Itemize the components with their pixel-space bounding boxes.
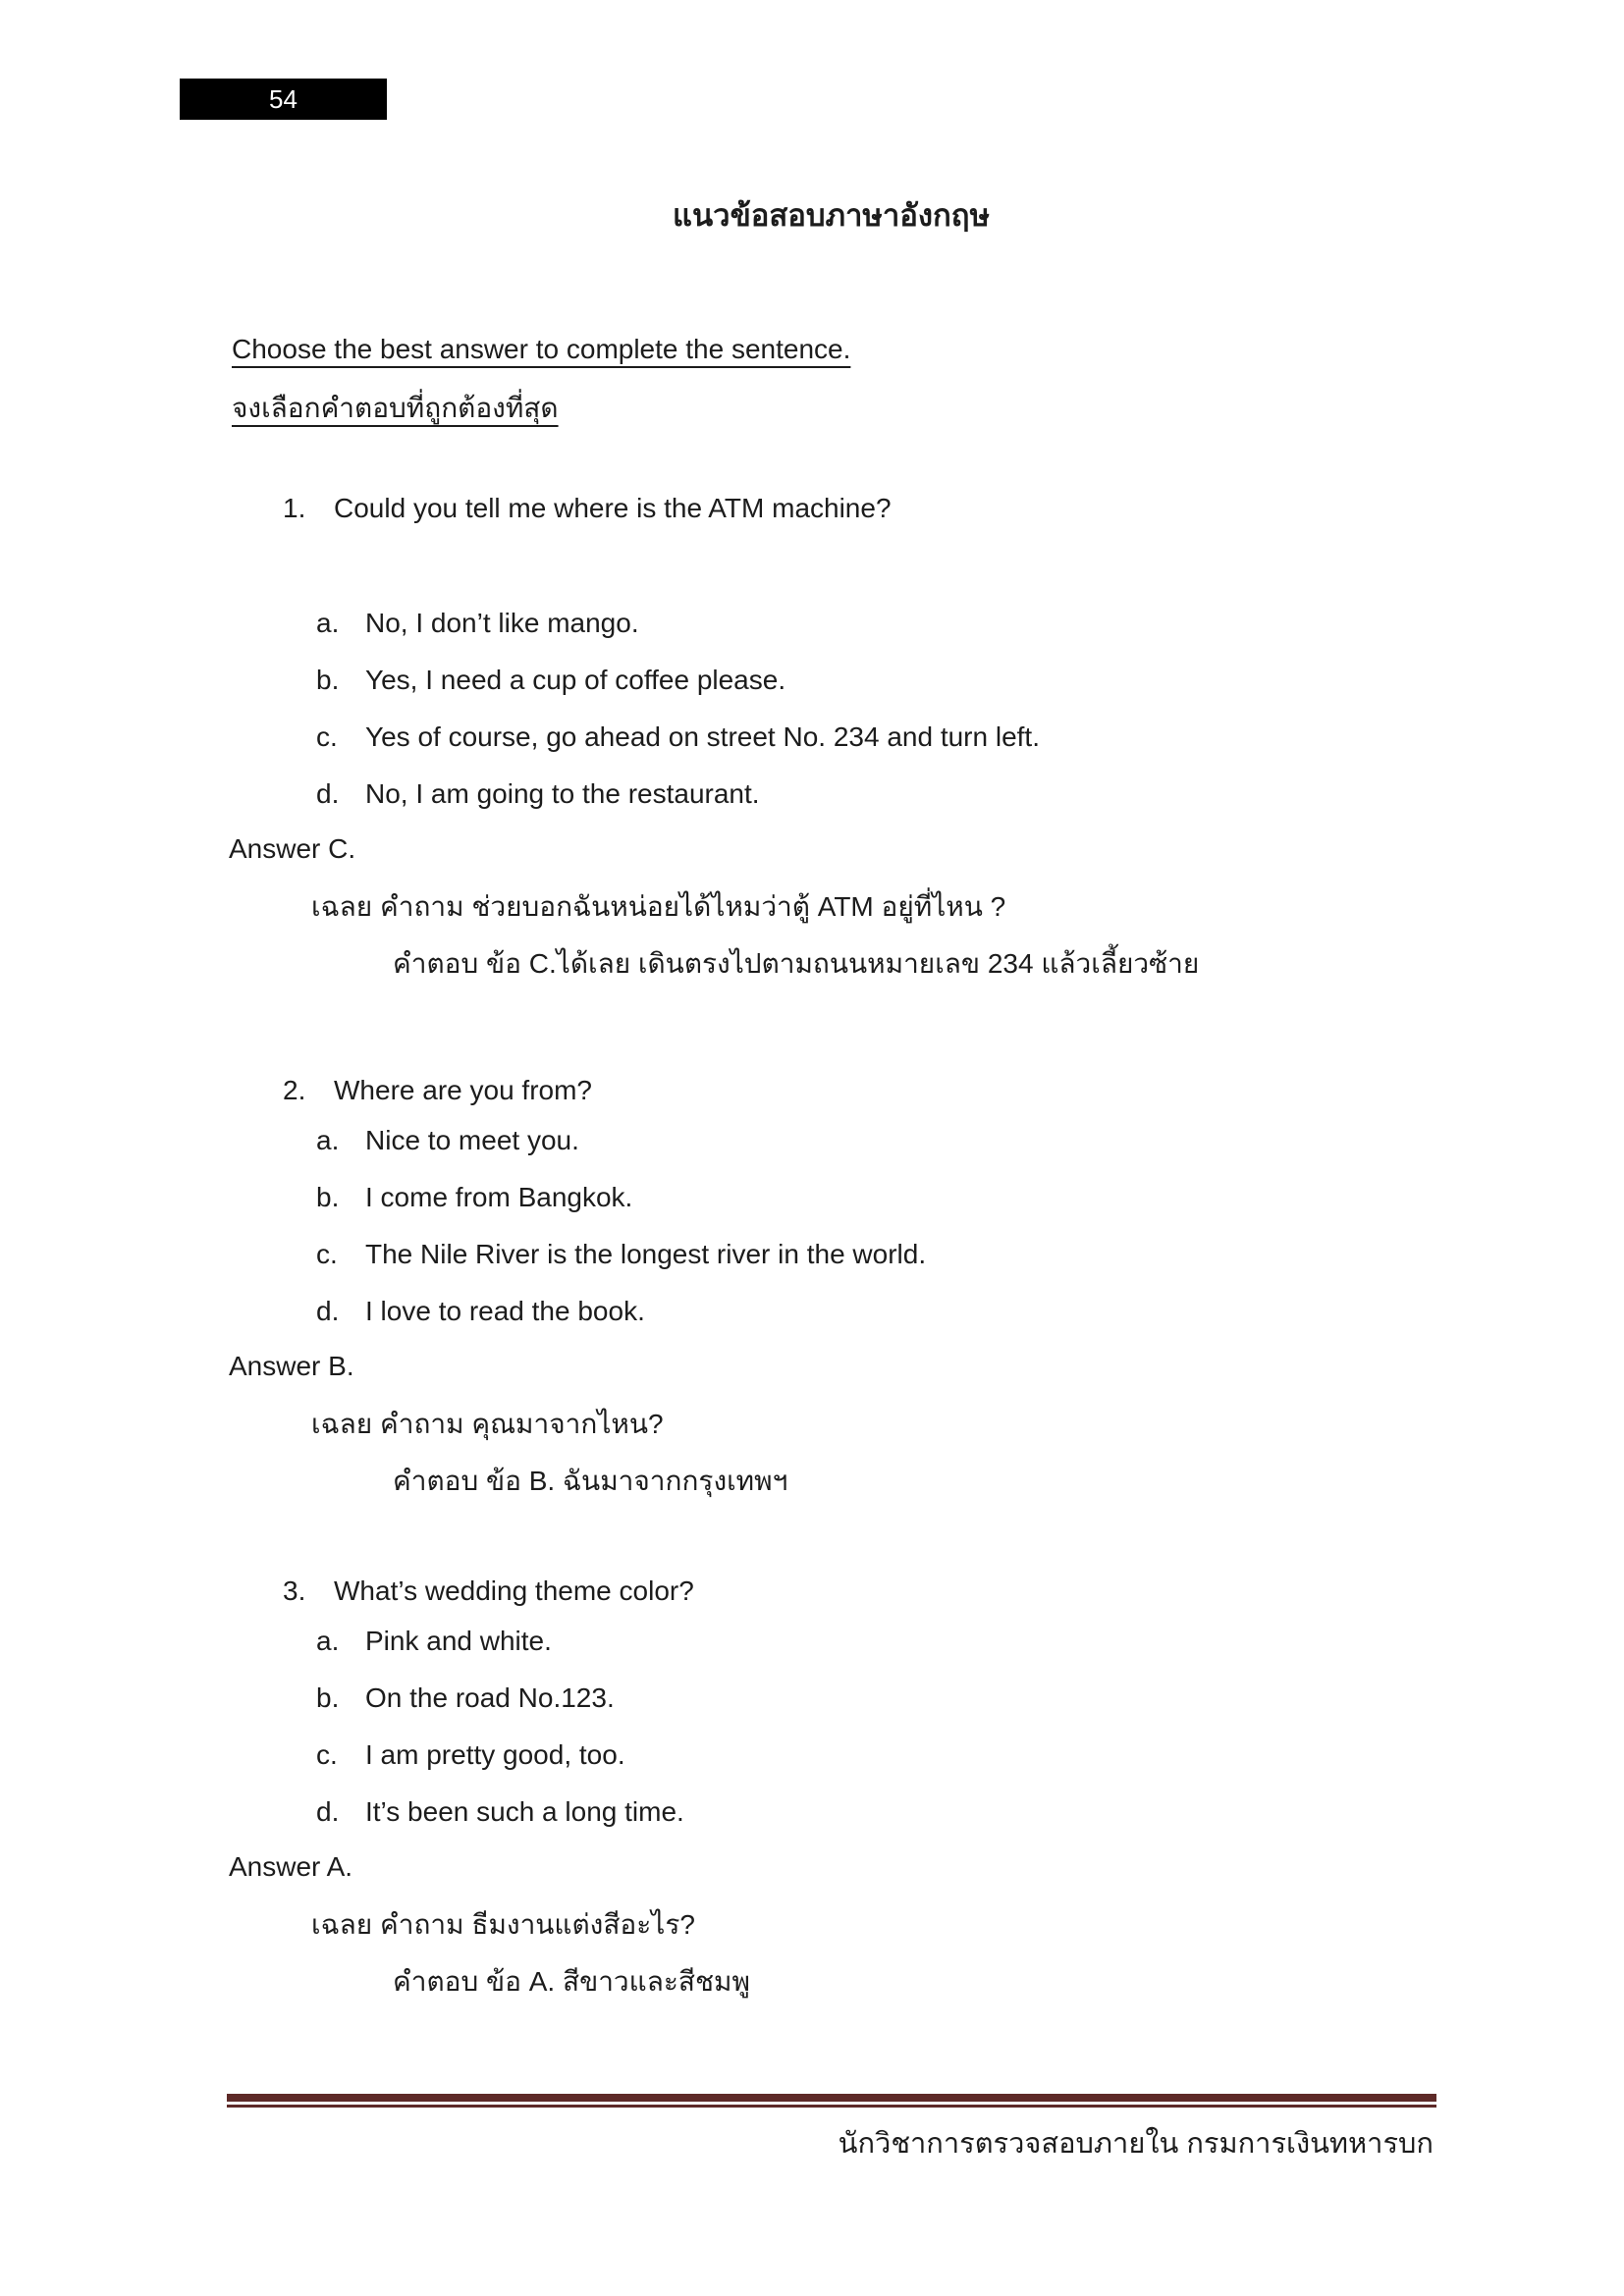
answer-label: Answer A. bbox=[229, 1851, 353, 1882]
option-marker: b. bbox=[316, 1682, 340, 1713]
question-number: 3. bbox=[283, 1575, 306, 1606]
option-text: I come from Bangkok. bbox=[365, 1182, 633, 1212]
option-row bbox=[229, 1622, 1434, 1661]
answer-label: Answer B. bbox=[229, 1351, 354, 1381]
option-row bbox=[229, 1735, 1434, 1775]
option-text: I love to read the book. bbox=[365, 1296, 645, 1326]
option-text: Pink and white. bbox=[365, 1626, 552, 1656]
footer-divider-thick-line bbox=[227, 2094, 1436, 2102]
option-marker: d. bbox=[316, 778, 340, 809]
option-row bbox=[229, 1292, 1434, 1331]
footer-divider-thin-line bbox=[227, 2105, 1436, 2108]
option-marker: c. bbox=[316, 1239, 338, 1269]
option-marker: b. bbox=[316, 665, 340, 695]
page-number: 54 bbox=[269, 83, 298, 114]
option-row bbox=[229, 1121, 1434, 1160]
option-row bbox=[229, 1792, 1434, 1832]
question-block-2 bbox=[229, 1071, 1434, 1501]
question-text: Could you tell me where is the ATM machine? bbox=[334, 493, 892, 523]
option-text: It’s been such a long time. bbox=[365, 1796, 684, 1827]
option-text: Yes, I need a cup of coffee please. bbox=[365, 665, 786, 695]
question-line bbox=[229, 1572, 1434, 1611]
question-number: 2. bbox=[283, 1075, 306, 1105]
solution-answer: คำตอบ ข้อ C.ได้เลย เดินตรงไปตามถนนหมายเลข 234 แล้วเลี้ยวซ้าย bbox=[393, 948, 1200, 979]
option-marker: a. bbox=[316, 1626, 340, 1656]
option-row bbox=[229, 1235, 1434, 1274]
option-marker: c. bbox=[316, 1739, 338, 1770]
options-list bbox=[229, 1121, 1434, 1331]
option-marker: a. bbox=[316, 608, 340, 638]
option-text: I am pretty good, too. bbox=[365, 1739, 625, 1770]
option-row bbox=[229, 604, 1434, 643]
question-block-1 bbox=[229, 489, 1434, 984]
options-list bbox=[229, 1622, 1434, 1832]
option-text: No, I am going to the restaurant. bbox=[365, 778, 760, 809]
footer-text: นักวิชาการตรวจสอบภายใน กรมการเงินทหารบก bbox=[838, 2128, 1434, 2160]
options-list bbox=[229, 604, 1434, 814]
solution-answer: คำตอบ ข้อ A. สีขาวและสีชมพู bbox=[393, 1966, 750, 1997]
question-text: Where are you from? bbox=[334, 1075, 592, 1105]
question-line bbox=[229, 489, 1434, 528]
solution-question: เฉลย คำถาม ช่วยบอกฉันหน่อยได้ไหมว่าตู้ ATM อยู่ที่ไหน ? bbox=[311, 891, 1006, 922]
solution-question: เฉลย คำถาม คุณมาจากไหน? bbox=[311, 1409, 664, 1439]
solution-question: เฉลย คำถาม ธีมงานแต่งสีอะไร? bbox=[311, 1909, 695, 1940]
option-row bbox=[229, 661, 1434, 700]
option-marker: d. bbox=[316, 1296, 340, 1326]
instruction-thai: จงเลือกคำตอบที่ถูกต้องที่สุด bbox=[232, 393, 559, 423]
page-title: แนวข้อสอบภาษาอังกฤษ bbox=[672, 198, 991, 233]
instruction-english: Choose the best answer to complete the sentence. bbox=[232, 334, 851, 364]
option-marker: c. bbox=[316, 721, 338, 752]
option-text: Yes of course, go ahead on street No. 234 and turn left. bbox=[365, 721, 1040, 752]
answer-label: Answer C. bbox=[229, 833, 356, 864]
solution-answer: คำตอบ ข้อ B. ฉันมาจากกรุงเทพฯ bbox=[393, 1466, 788, 1496]
option-text: On the road No.123. bbox=[365, 1682, 615, 1713]
question-block-3 bbox=[229, 1572, 1434, 2002]
question-number: 1. bbox=[283, 493, 306, 523]
option-marker: b. bbox=[316, 1182, 340, 1212]
page-number-badge bbox=[180, 79, 387, 120]
question-text: What’s wedding theme color? bbox=[334, 1575, 694, 1606]
option-marker: a. bbox=[316, 1125, 340, 1155]
option-text: The Nile River is the longest river in the world. bbox=[365, 1239, 927, 1269]
option-marker: d. bbox=[316, 1796, 340, 1827]
option-row bbox=[229, 1679, 1434, 1718]
option-row bbox=[229, 1178, 1434, 1217]
footer-divider bbox=[227, 2094, 1436, 2108]
option-row bbox=[229, 718, 1434, 757]
question-line bbox=[229, 1071, 1434, 1110]
option-text: Nice to meet you. bbox=[365, 1125, 579, 1155]
option-text: No, I don’t like mango. bbox=[365, 608, 639, 638]
option-row bbox=[229, 774, 1434, 814]
